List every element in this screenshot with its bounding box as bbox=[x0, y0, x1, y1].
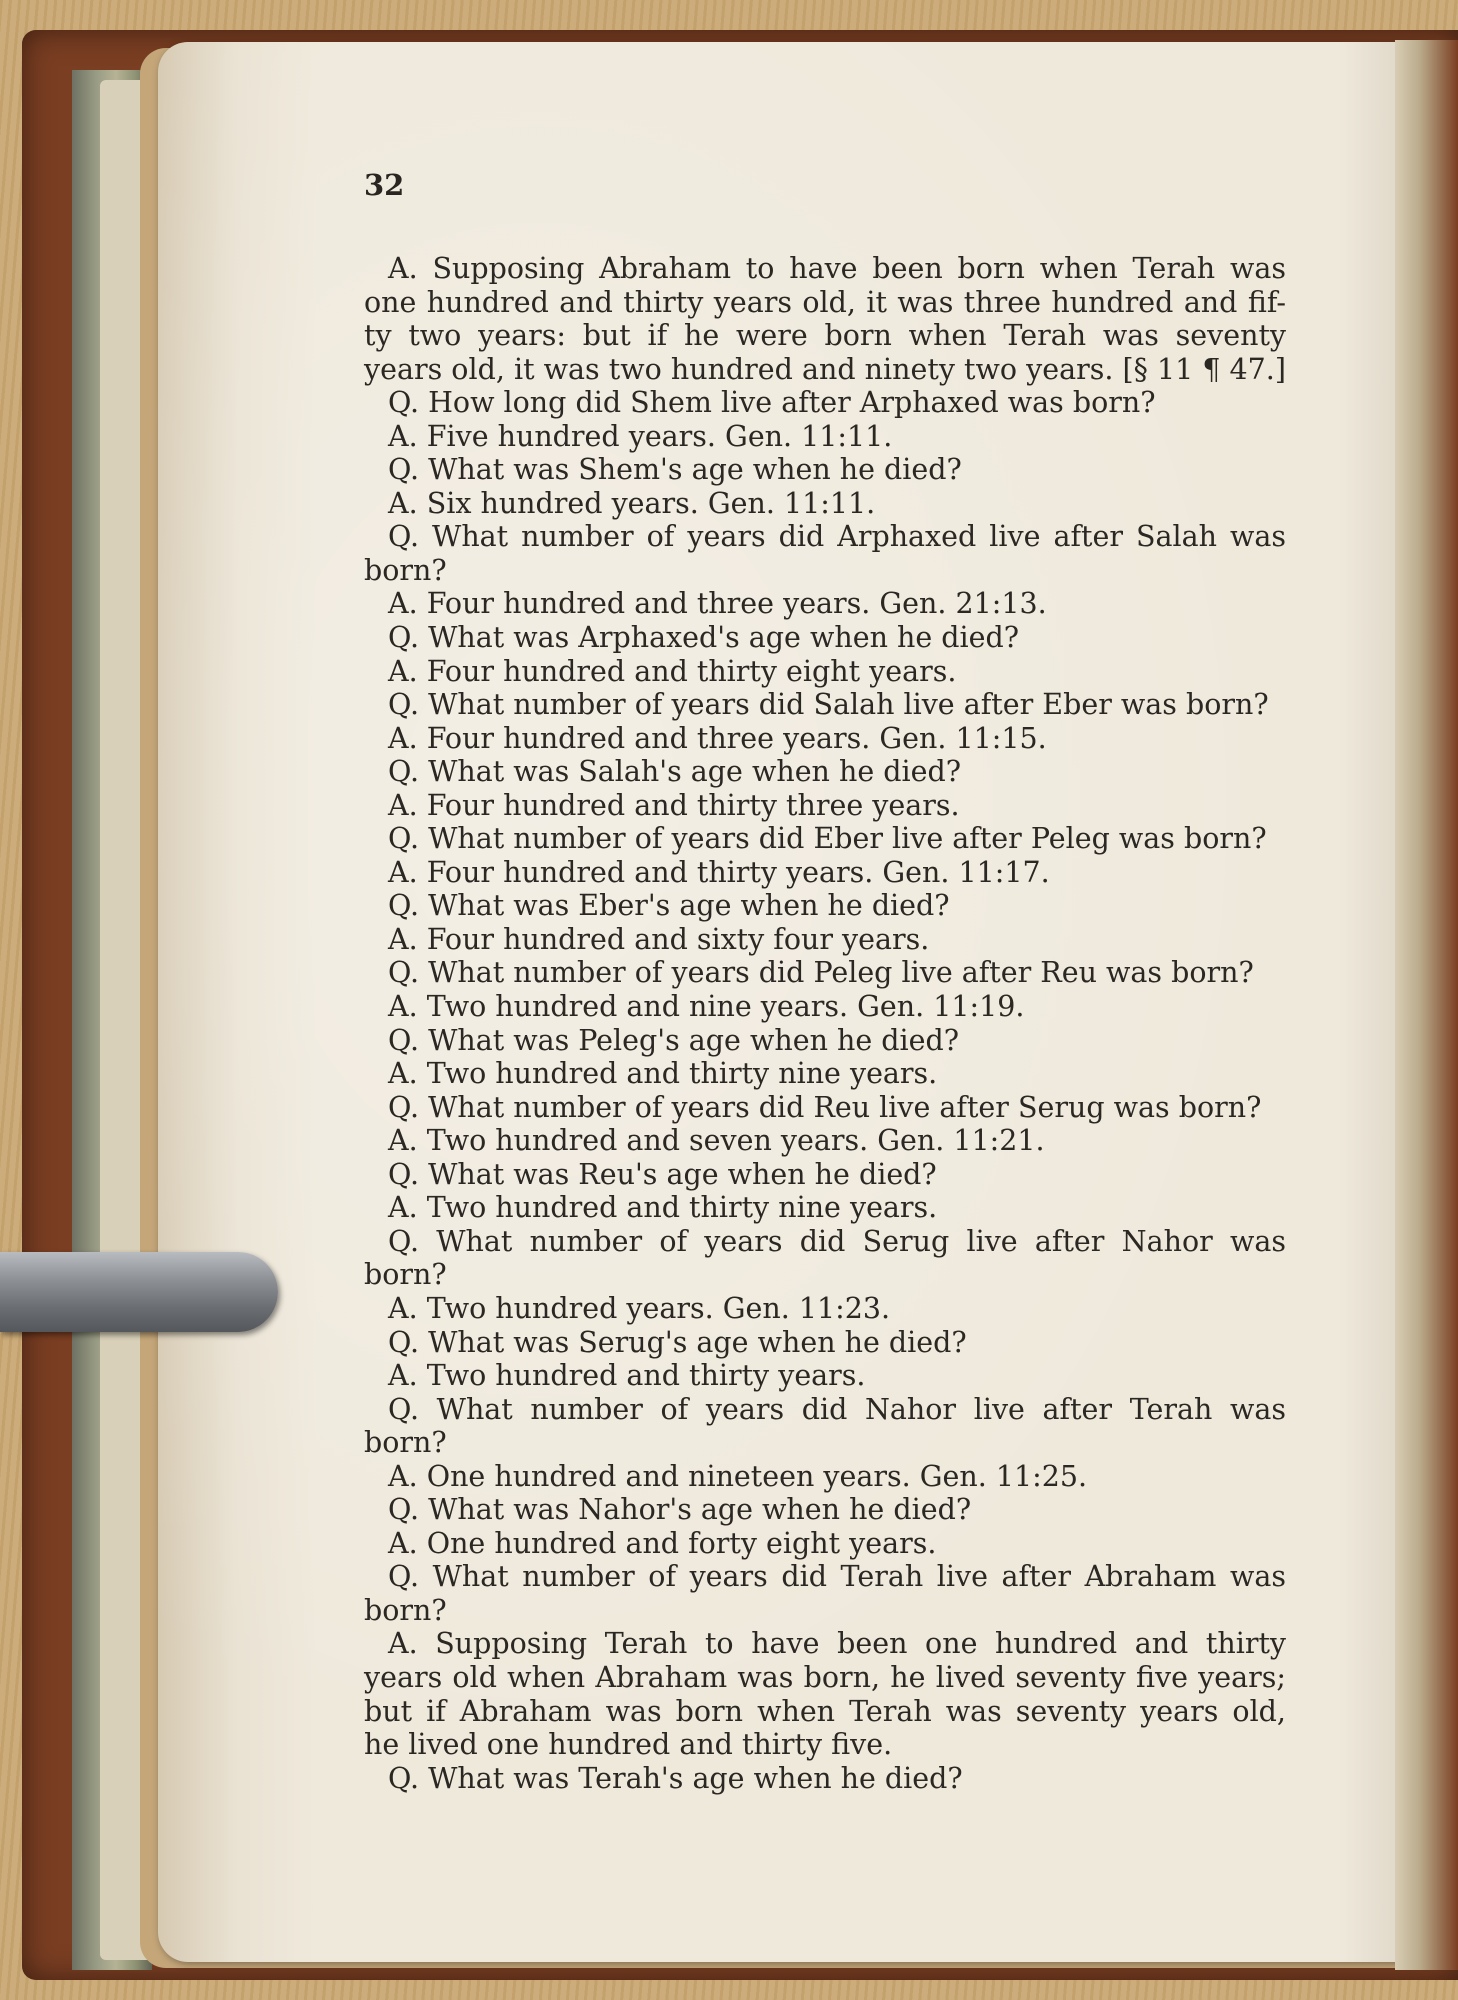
text-line: A. Supposing Terah to have been one hundred and thirty bbox=[388, 1627, 1286, 1661]
text-line: one hundred and thirty years old, it was three hundred and fif- bbox=[364, 285, 1286, 319]
text-line: Q. What number of years did Salah live after Eber was born? bbox=[388, 688, 1269, 722]
text-line: A. One hundred and forty eight years. bbox=[388, 1526, 937, 1560]
text-line: A. Four hundred and sixty four years. bbox=[388, 922, 930, 956]
text-line: Q. What number of years did Serug live after Nahor was bbox=[388, 1224, 1286, 1258]
text-line: Q. What number of years did Nahor live after Terah was bbox=[388, 1392, 1286, 1426]
text-line: Q. What was Peleg's age when he died? bbox=[388, 1023, 960, 1057]
text-line: Q. What number of years did Arphaxed live after Salah was bbox=[388, 520, 1286, 554]
text-line: A. Two hundred and thirty nine years. bbox=[388, 1191, 938, 1225]
text-line: born? bbox=[364, 553, 447, 587]
text-line: A. Five hundred years. Gen. 11:11. bbox=[388, 419, 893, 453]
text-line: Q. What was Terah's age when he died? bbox=[388, 1761, 963, 1795]
text-line: A. Four hundred and thirty years. Gen. 11:17. bbox=[388, 855, 1050, 889]
text-line: he lived one hundred and thirty five. bbox=[364, 1728, 893, 1762]
text-line: years old, it was two hundred and ninety two years. [§ 11 ¶ 47.] bbox=[364, 352, 1286, 386]
text-line: born? bbox=[364, 1593, 447, 1627]
text-line: A. Six hundred years. Gen. 11:11. bbox=[388, 486, 876, 520]
text-line: A. Four hundred and three years. Gen. 11:15. bbox=[388, 721, 1047, 755]
book-gutter bbox=[1395, 40, 1458, 1970]
text-line: born? bbox=[364, 1426, 447, 1460]
text-line: A. Four hundred and thirty eight years. bbox=[388, 654, 957, 688]
text-line: ty two years: but if he were born when Terah was seventy bbox=[364, 319, 1286, 353]
text-line: but if Abraham was born when Terah was seventy years old, bbox=[364, 1694, 1286, 1728]
text-line: Q. What number of years did Reu live after Serug was born? bbox=[388, 1090, 1262, 1124]
page-holder-blade bbox=[0, 1252, 278, 1332]
text-line: Q. What was Eber's age when he died? bbox=[388, 889, 950, 923]
text-line: Q. What number of years did Peleg live after Reu was born? bbox=[388, 956, 1254, 990]
text-line: A. Two hundred years. Gen. 11:23. bbox=[388, 1291, 891, 1325]
text-line: Q. What was Salah's age when he died? bbox=[388, 755, 962, 789]
text-line: A. Four hundred and thirty three years. bbox=[388, 788, 960, 822]
text-line: Q. What number of years did Eber live after Peleg was born? bbox=[388, 822, 1267, 856]
page-text bbox=[364, 252, 1286, 1795]
text-line: Q. What was Serug's age when he died? bbox=[388, 1325, 967, 1359]
text-line: A. Two hundred and seven years. Gen. 11:21. bbox=[388, 1124, 1045, 1158]
text-line: A. Two hundred and thirty years. bbox=[388, 1359, 866, 1393]
text-line: A. One hundred and nineteen years. Gen. 11:25. bbox=[388, 1459, 1088, 1493]
text-line: Q. What was Shem's age when he died? bbox=[388, 453, 962, 487]
text-line: Q. What was Arphaxed's age when he died? bbox=[388, 621, 1020, 655]
text-line: Q. How long did Shem live after Arphaxed was born? bbox=[388, 386, 1156, 420]
text-line: years old when Abraham was born, he lived seventy five years; bbox=[364, 1660, 1286, 1694]
text-line: Q. What was Nahor's age when he died? bbox=[388, 1493, 972, 1527]
text-line: Q. What was Reu's age when he died? bbox=[388, 1157, 937, 1191]
text-line: Q. What number of years did Terah live after Abraham was bbox=[388, 1560, 1286, 1594]
text-line: A. Two hundred and nine years. Gen. 11:19. bbox=[388, 990, 1025, 1024]
text-line: A. Four hundred and three years. Gen. 21:13. bbox=[388, 587, 1047, 621]
text-line: born? bbox=[364, 1258, 447, 1292]
text-line: A. Two hundred and thirty nine years. bbox=[388, 1057, 938, 1091]
page-number: 32 bbox=[364, 168, 405, 202]
text-line: A. Supposing Abraham to have been born when Terah was bbox=[388, 252, 1286, 285]
